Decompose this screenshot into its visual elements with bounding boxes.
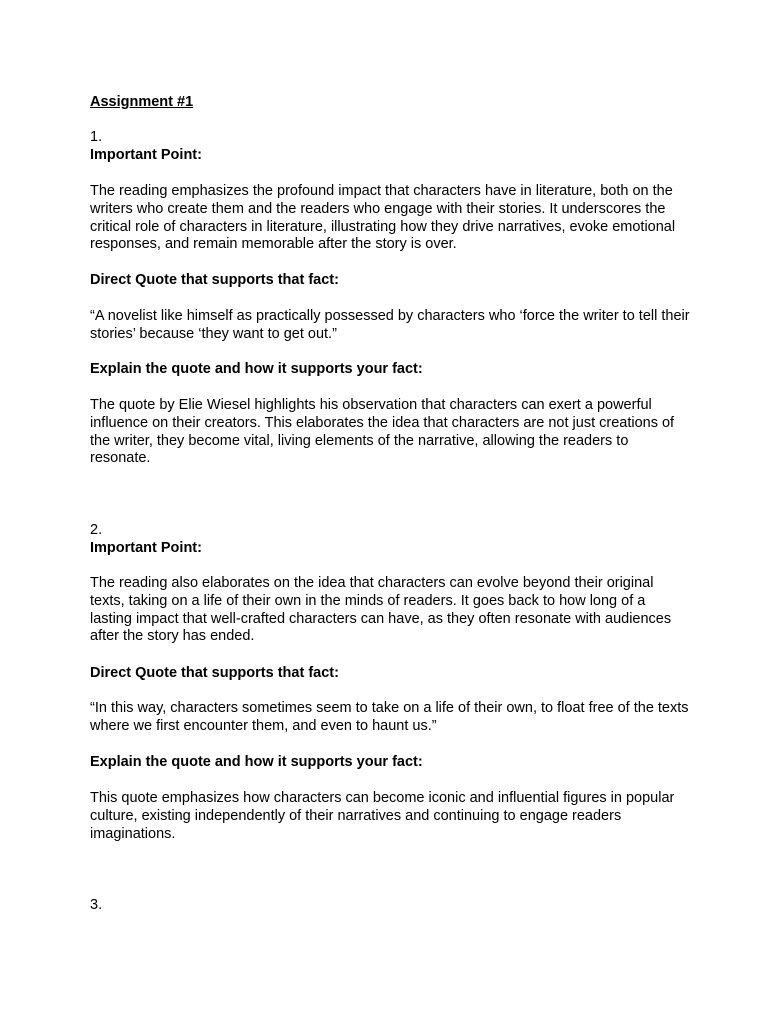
- section-1-quote-text: “A novelist like himself as practically possessed by characters who ‘force the writer to tell their stories’ because ‘they want to get out.”: [90, 308, 690, 342]
- section-2-quote-heading: Direct Quote that supports that fact:: [90, 665, 339, 681]
- section-3-number: 3.: [90, 897, 103, 913]
- section-2-point-heading: Important Point:: [90, 540, 202, 556]
- document-title: Assignment #1: [90, 94, 194, 110]
- section-1-explain-text: The quote by Elie Wiesel highlights his observation that characters can exert a powerful influence on their creators. This elaborates the idea that characters are not just creations of the writer, they become vital, living elements of the narrative, allowing the readers to resonate.: [90, 397, 675, 467]
- section-1-number: 1.: [90, 129, 103, 145]
- section-1-point-text: The reading emphasizes the profound impact that characters have in literature, both on the writers who create them and the readers who engage with their stories. It underscores the critical role of characters in literature, illustrating how they drive narratives, evoke emotional responses, and remain memorable after the story is over.: [90, 183, 676, 253]
- section-2-explain-text: This quote emphasizes how characters can become iconic and influential figures in popular culture, existing independently of their narratives and continuing to engage readers imaginations.: [90, 790, 675, 842]
- section-1-explain-heading: Explain the quote and how it supports your fact:: [90, 361, 423, 377]
- section-2-explain-heading: Explain the quote and how it supports your fact:: [90, 754, 423, 770]
- section-1-quote-heading: Direct Quote that supports that fact:: [90, 272, 339, 288]
- section-2-number: 2.: [90, 522, 103, 538]
- section-1-point-heading: Important Point:: [90, 147, 202, 163]
- section-2-point-text: The reading also elaborates on the idea that characters can evolve beyond their original texts, taking on a life of their own in the minds of readers. It goes back to how long of a lasting impact that well-crafted characters can have, as they often resonate with audiences after the story has ended.: [90, 575, 672, 645]
- section-2-quote-text: “In this way, characters sometimes seem to take on a life of their own, to float free of the texts where we first encounter them, and even to haunt us.”: [90, 700, 689, 734]
